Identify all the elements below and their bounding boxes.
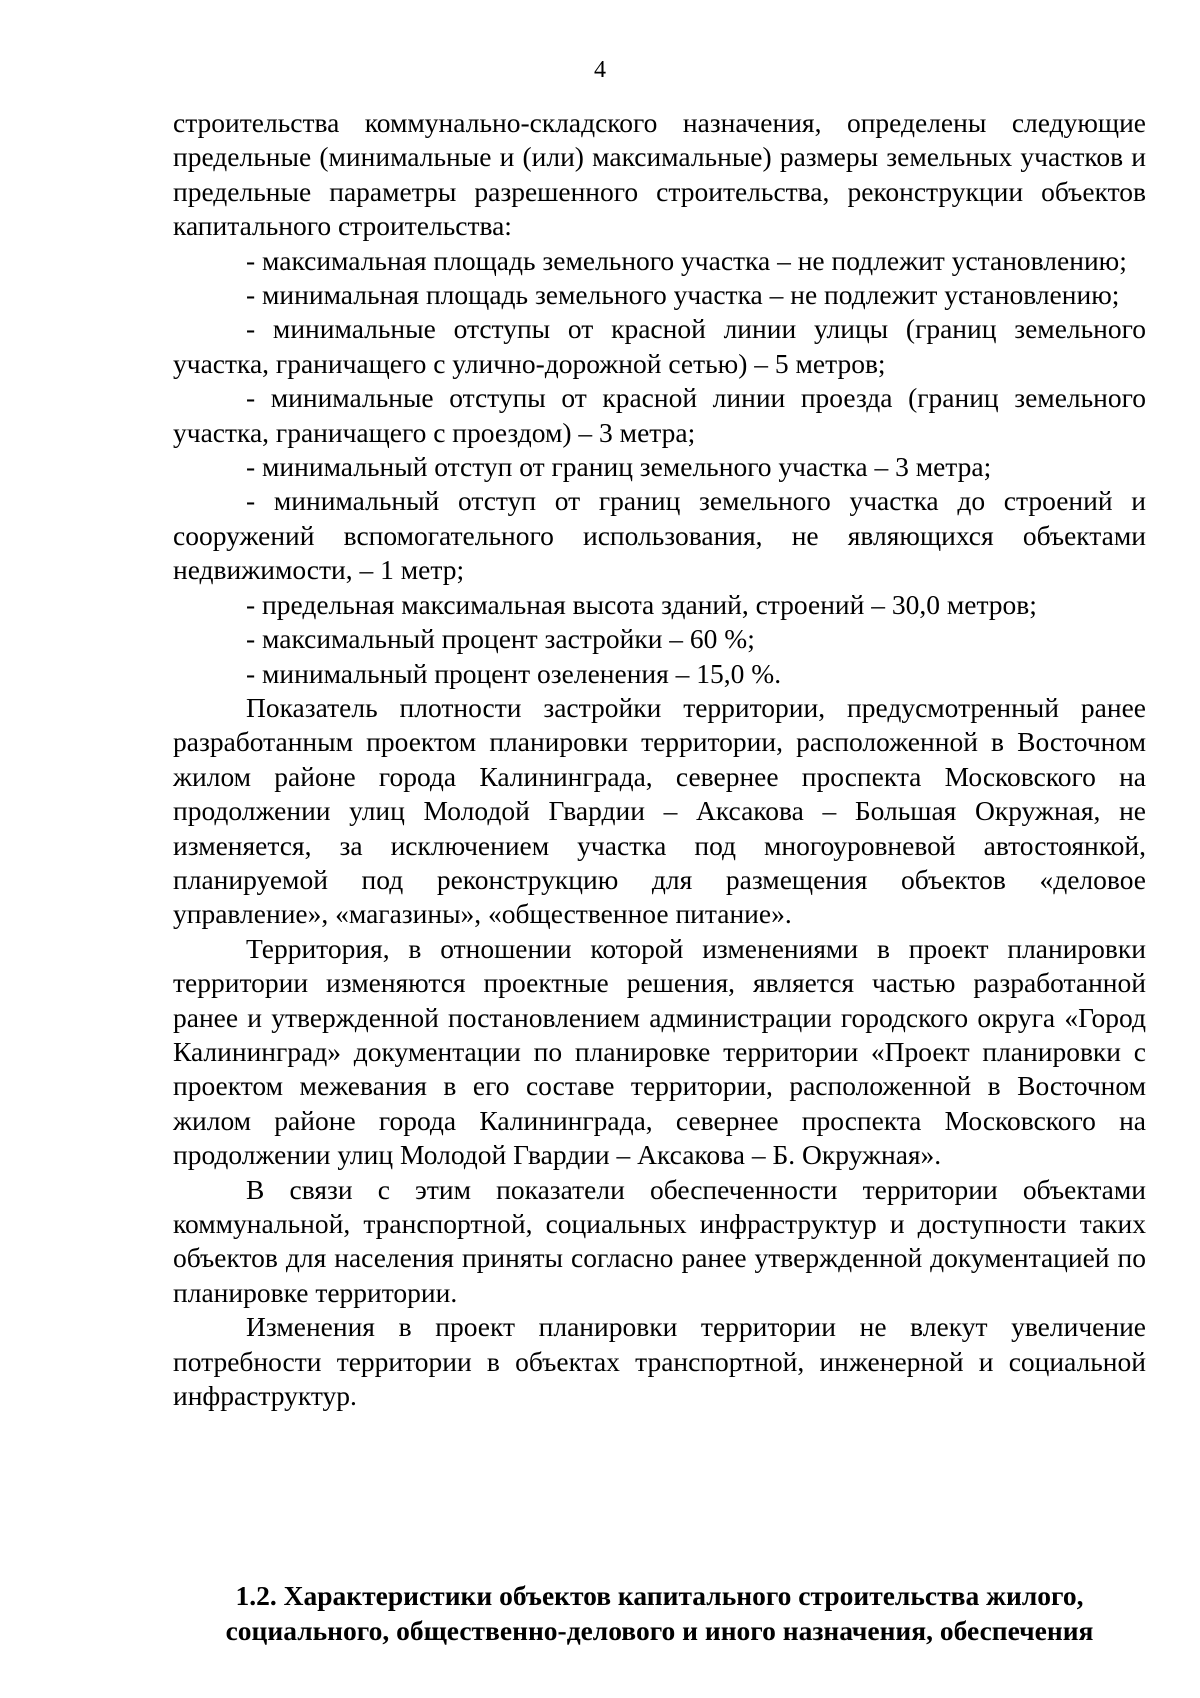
paragraph-indicators: В связи с этим показатели обеспеченности территории объектами коммунальной, транспортной, социальных инфраструктур и доступности таких объектов для населения приняты согласно ранее утвержденной документацией по планировке территории. — [173, 1173, 1146, 1308]
list-item-green-percent: - минимальный процент озеленения – 15,0 %. — [246, 657, 782, 689]
list-item-max-area: - максимальная площадь земельного участка – не подлежит установлению; — [246, 244, 1127, 276]
paragraph-intro: строительства коммунально-складского назначения, определены следующие предельные (минимальные и (или) максимальные) размеры земельных участков и предельные параметры разрешенного строительства, реконструкции объектов капитального строительства: — [173, 107, 1146, 242]
paragraph-territory: Территория, в отношении которой изменениями в проект планировки территории изменяются проектные решения, является частью разработанной ранее и утвержденной постановлением администрации городского округа «Город Калининград» документации по планировке территории «Проект планировки с проектом межевания в его составе территории, расположенной в Восточном жилом районе города Калининграда, севернее проспекта Московского на продолжении улиц Молодой Гвардии – Аксакова – Б. Окружная». — [173, 932, 1146, 1171]
list-item-street-setback: - минимальные отступы от красной линии улицы (границ земельного участка, граничащего с улично-дорожной сетью) – 5 метров; — [173, 313, 1146, 379]
document-body — [173, 106, 1146, 1413]
list-item-build-percent: - максимальный процент застройки – 60 %; — [246, 623, 755, 655]
list-item-boundary-setback: - минимальный отступ от границ земельного участка – 3 метра; — [246, 451, 992, 483]
section-heading-line-1: 1.2. Характеристики объектов капитального строительства жилого, — [235, 1580, 1084, 1611]
paragraph-changes: Изменения в проект планировки территории не влекут увеличение потребности территории в объектах транспортной, инженерной и социальной инфраструктур. — [173, 1311, 1146, 1412]
section-heading — [173, 1578, 1146, 1648]
page-number: 4 — [594, 57, 606, 83]
list-item-min-area: - минимальная площадь земельного участка – не подлежит установлению; — [246, 279, 1120, 311]
list-item-auxiliary-setback: - минимальный отступ от границ земельного участка до строений и сооружений вспомогательного использования, не являющихся объектами недвижимости, – 1 метр; — [173, 485, 1146, 586]
list-item-max-height: - предельная максимальная высота зданий, строений – 30,0 метров; — [246, 588, 1037, 620]
paragraph-density: Показатель плотности застройки территории, предусмотренный ранее разработанным проектом планировки территории, расположенной в Восточном жилом районе города Калининграда, севернее проспекта Московского на продолжении улиц Молодой Гвардии – Аксакова – Большая Окружная, не изменяется, за исключением участка под многоуровневой автостоянкой, планируемой под реконструкцию для размещения объектов «деловое управление», «магазины», «общественное питание». — [173, 691, 1146, 930]
section-heading-line-2: социального, общественно-делового и иного назначения, обеспечения — [225, 1615, 1094, 1646]
list-item-passage-setback: - минимальные отступы от красной линии проезда (границ земельного участка, граничащего с проездом) – 3 метра; — [173, 382, 1146, 448]
